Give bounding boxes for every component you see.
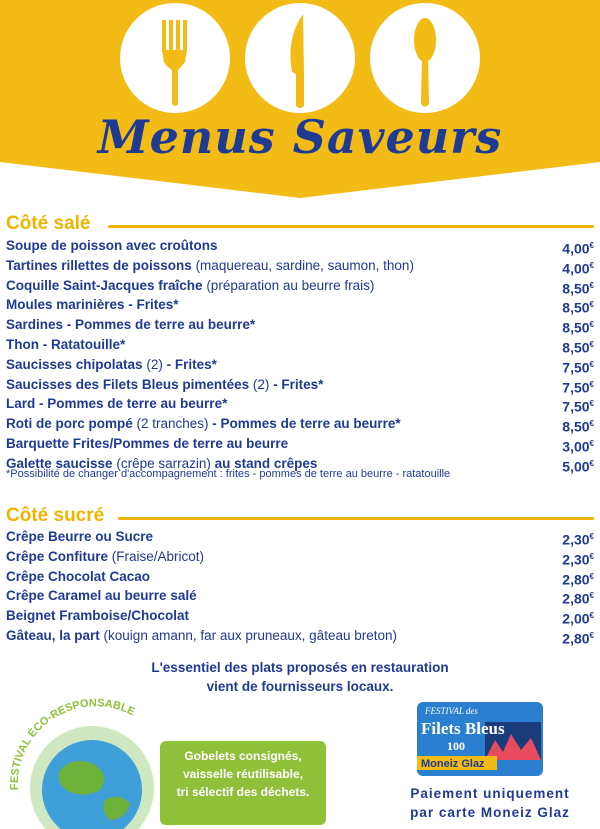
menu-title: Menus Saveurs bbox=[97, 110, 503, 164]
eco-line-3: tri sélectif des déchets. bbox=[176, 785, 310, 799]
item-description: (préparation au beurre frais) bbox=[202, 277, 375, 293]
item-title: Beignet Framboise/Chocolat bbox=[6, 608, 190, 624]
menu-item-name bbox=[6, 295, 179, 315]
menu-item-price bbox=[562, 335, 594, 355]
currency-symbol: € bbox=[589, 339, 594, 349]
payment-line-2: par carte Moneiz Glaz bbox=[410, 805, 570, 820]
price-value: 8,50 bbox=[562, 319, 590, 336]
item-title: Roti de porc pompé bbox=[6, 416, 133, 432]
price-value: 8,50 bbox=[562, 300, 590, 317]
menu-item-name bbox=[6, 434, 288, 454]
currency-symbol: € bbox=[589, 359, 594, 369]
price-value: 2,30 bbox=[562, 551, 590, 568]
item-description: (2) bbox=[142, 356, 167, 372]
menu-item bbox=[6, 414, 594, 434]
currency-symbol: € bbox=[589, 300, 594, 310]
item-description: (maquereau, sardine, saumon, thon) bbox=[191, 257, 414, 273]
menu-item bbox=[6, 626, 594, 646]
menu-item-price bbox=[562, 236, 594, 256]
menu-item-name bbox=[6, 236, 218, 256]
item-title: Crêpe Caramel au beurre salé bbox=[6, 588, 197, 604]
menu-item-price bbox=[562, 315, 594, 335]
menu-item bbox=[6, 355, 594, 375]
item-title: Gâteau, la part bbox=[6, 627, 100, 643]
menu-item bbox=[6, 236, 594, 256]
currency-symbol: € bbox=[589, 399, 594, 409]
svg-text:FESTIVAL des: FESTIVAL des bbox=[425, 706, 478, 716]
menu-item bbox=[6, 527, 594, 547]
sucre-list bbox=[6, 527, 594, 646]
item-title: Thon - Ratatouille* bbox=[6, 336, 126, 352]
menu-item-price bbox=[562, 434, 594, 454]
menu-item-name bbox=[6, 315, 255, 335]
menu-item bbox=[6, 567, 594, 587]
menu-item-price bbox=[562, 295, 594, 315]
price-value: 2,80 bbox=[562, 591, 590, 608]
eco-badge-text: FESTIVAL ÉCO-RESPONSABLE bbox=[8, 697, 137, 791]
menu-item-price bbox=[562, 567, 594, 587]
menu-item-name bbox=[6, 394, 227, 414]
currency-symbol: € bbox=[589, 260, 594, 270]
currency-symbol: € bbox=[589, 551, 594, 561]
menu-item bbox=[6, 394, 594, 414]
menu-item bbox=[6, 315, 594, 335]
item-title: Lard - Pommes de terre au beurre* bbox=[6, 396, 228, 412]
section-divider bbox=[118, 517, 594, 520]
item-title: Galette saucisse bbox=[6, 455, 113, 471]
item-title-suffix: - Pommes de terre au beurre* bbox=[212, 416, 401, 432]
menu-item-name bbox=[6, 586, 197, 606]
item-title: Crêpe Confiture bbox=[6, 548, 109, 564]
item-title-suffix: - Frites* bbox=[166, 356, 217, 372]
menu-item-name bbox=[6, 276, 374, 296]
currency-symbol: € bbox=[589, 320, 594, 330]
price-value: 3,00 bbox=[562, 438, 590, 455]
menu-item-name bbox=[6, 335, 125, 355]
menu-item-name bbox=[6, 606, 189, 626]
menu-item bbox=[6, 295, 594, 315]
menu-item-price bbox=[562, 256, 594, 276]
currency-symbol: € bbox=[589, 571, 594, 581]
item-description: (crêpe sarrazin) bbox=[112, 455, 215, 471]
item-description: (kouign amann, far aux pruneaux, gâteau breton) bbox=[99, 627, 397, 643]
menu-item bbox=[6, 335, 594, 355]
menu-item-name bbox=[6, 626, 397, 646]
item-title: Crêpe Chocolat Cacao bbox=[6, 568, 151, 584]
sale-list bbox=[6, 236, 594, 474]
eco-line-1: Gobelets consignés, bbox=[184, 749, 302, 763]
currency-symbol: € bbox=[589, 280, 594, 290]
menu-item bbox=[6, 434, 594, 454]
price-value: 8,50 bbox=[562, 418, 590, 435]
currency-symbol: € bbox=[589, 379, 594, 389]
item-description: (2 tranches) bbox=[132, 416, 213, 432]
menu-item-name bbox=[6, 375, 323, 395]
section-title-sale: Côté salé bbox=[6, 213, 91, 234]
payment-note bbox=[395, 784, 585, 822]
item-title: Coquille Saint-Jacques fraîche bbox=[6, 277, 203, 293]
menu-item-price bbox=[562, 375, 594, 395]
currency-symbol: € bbox=[589, 458, 594, 468]
section-divider bbox=[108, 225, 594, 228]
eco-line-2: vaisselle réutilisable, bbox=[182, 767, 304, 781]
menu-item-name bbox=[6, 256, 414, 276]
menu-item-name bbox=[6, 414, 401, 434]
menu-item-price bbox=[562, 547, 594, 567]
section-title-sucre: Côté sucré bbox=[6, 505, 105, 526]
item-title: Saucisses chipolatas bbox=[6, 356, 143, 372]
item-title: Saucisses des Filets Bleus pimentées bbox=[6, 376, 250, 392]
header-background bbox=[0, 0, 600, 200]
price-value: 2,80 bbox=[562, 571, 590, 588]
price-value: 7,50 bbox=[562, 359, 590, 376]
svg-text:Filets Bleus: Filets Bleus bbox=[421, 719, 505, 738]
item-title-suffix: - Frites* bbox=[273, 376, 324, 392]
svg-text:100: 100 bbox=[447, 739, 465, 753]
menu-item-name bbox=[6, 527, 153, 547]
currency-symbol: € bbox=[589, 438, 594, 448]
item-description: (2) bbox=[249, 376, 274, 392]
menu-item-price bbox=[562, 454, 594, 474]
price-value: 8,50 bbox=[562, 339, 590, 356]
price-value: 5,00 bbox=[562, 458, 590, 475]
item-title: Crêpe Beurre ou Sucre bbox=[6, 529, 154, 544]
currency-symbol: € bbox=[589, 419, 594, 429]
price-value: 2,30 bbox=[562, 531, 590, 548]
price-value: 8,50 bbox=[562, 280, 590, 297]
item-title: Tartines rillettes de poissons bbox=[6, 257, 192, 273]
menu-item-price bbox=[562, 394, 594, 414]
svg-text:Moneiz Glaz: Moneiz Glaz bbox=[421, 758, 485, 770]
menu-item bbox=[6, 375, 594, 395]
price-value: 2,80 bbox=[562, 630, 590, 647]
item-title: Sardines - Pommes de terre au beurre* bbox=[6, 317, 256, 333]
eco-info-box bbox=[160, 741, 326, 825]
price-value: 4,00 bbox=[562, 260, 590, 277]
menu-item-name bbox=[6, 547, 204, 567]
moneiz-glaz-card bbox=[415, 700, 545, 778]
currency-symbol: € bbox=[589, 241, 594, 250]
currency-symbol: € bbox=[589, 591, 594, 601]
footer-line-2: vient de fournisseurs locaux. bbox=[206, 679, 394, 694]
menu-item-price bbox=[562, 276, 594, 296]
menu-item bbox=[6, 586, 594, 606]
menu-item bbox=[6, 606, 594, 626]
menu-item bbox=[6, 256, 594, 276]
menu-item-price bbox=[562, 586, 594, 606]
payment-line-1: Paiement uniquement bbox=[410, 786, 570, 801]
currency-symbol: € bbox=[589, 532, 594, 541]
menu-item-price bbox=[562, 527, 594, 547]
item-description: (Fraise/Abricot) bbox=[108, 548, 205, 564]
accompaniment-note: *Possibilité de changer d'accompagnement : frites - pommes de terre au beurre - ratatouille bbox=[6, 468, 451, 480]
item-title: Barquette Frites/Pommes de terre au beurre bbox=[6, 435, 289, 451]
item-title-suffix: au stand crêpes bbox=[214, 455, 318, 471]
menu-item-name bbox=[6, 567, 150, 587]
footer-line-1: L'essentiel des plats proposés en restauration bbox=[151, 660, 449, 675]
item-title: Moules marinières - Frites* bbox=[6, 297, 179, 313]
item-title: Soupe de poisson avec croûtons bbox=[6, 238, 218, 253]
menu-item bbox=[6, 547, 594, 567]
currency-symbol: € bbox=[589, 630, 594, 640]
menu-item-price bbox=[562, 626, 594, 646]
menu-item-price bbox=[562, 414, 594, 434]
price-value: 7,50 bbox=[562, 399, 590, 416]
menu-item bbox=[6, 276, 594, 296]
price-value: 4,00 bbox=[562, 240, 590, 257]
price-value: 2,00 bbox=[562, 610, 590, 627]
header-banner bbox=[0, 0, 600, 200]
menu-item-name bbox=[6, 355, 217, 375]
price-value: 7,50 bbox=[562, 379, 590, 396]
menu-item-price bbox=[562, 355, 594, 375]
menu-item-price bbox=[562, 606, 594, 626]
currency-symbol: € bbox=[589, 611, 594, 621]
